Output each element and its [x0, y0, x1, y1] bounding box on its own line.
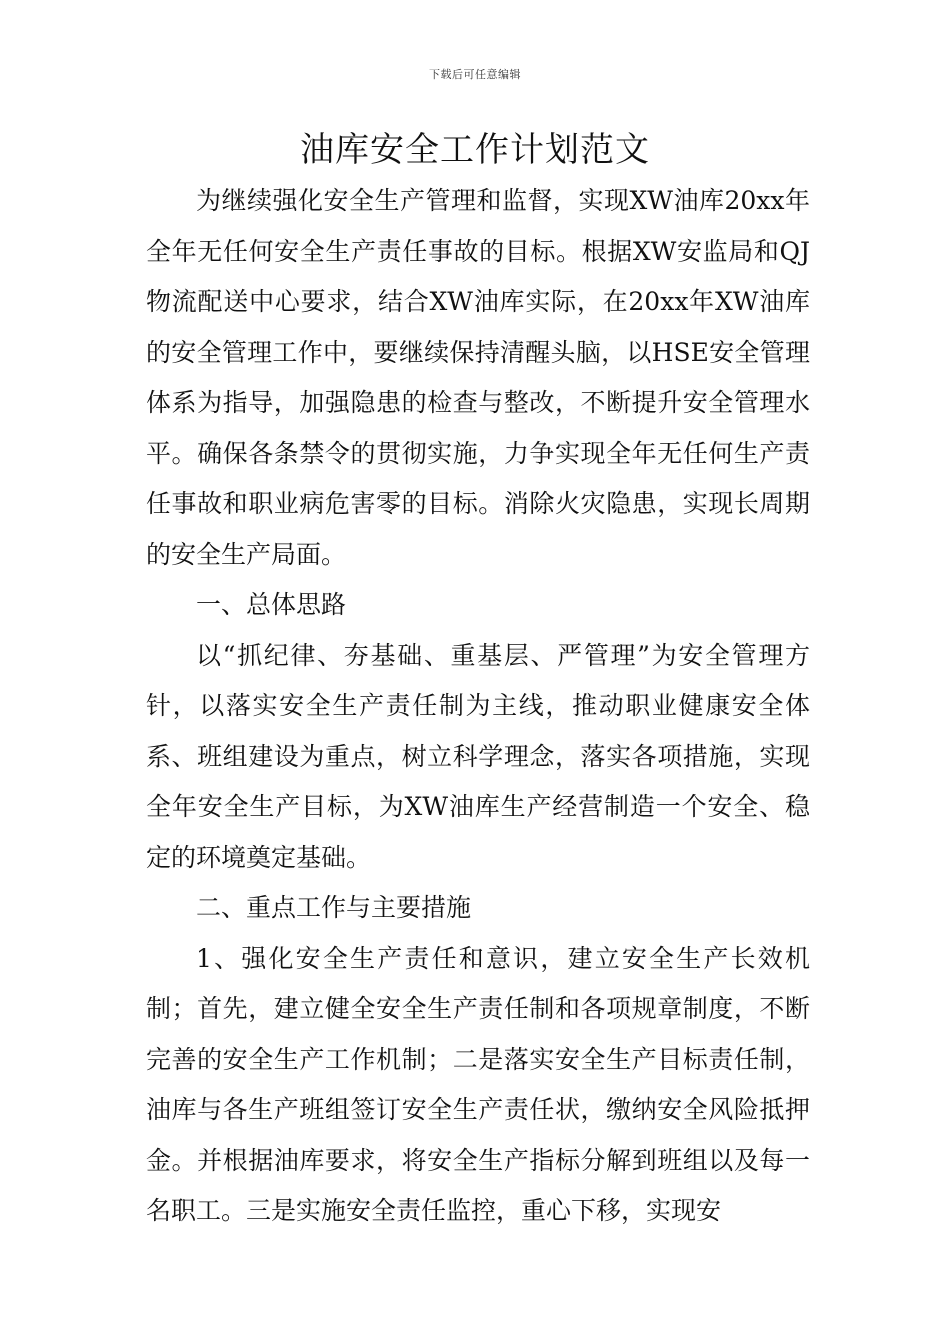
header-note: 下载后可任意编辑: [429, 68, 521, 81]
intro-paragraph: 为继续强化安全生产管理和监督，实现XW油库20xx年全年无任何安全生产责任事故的目标。根据XW安监局和QJ物流配送中心要求，结合XW油库实际，在20xx年XW油库的安全管理工作中，要继续保持清醒头脑，以HSE安全管理体系为指导，加强隐患的检查与整改，不断提升安全管理水平。确保各条禁令的贯彻实施，力争实现全年无任何生产责任事故和职业病危害零的目标。消除火灾隐患，实现长周期的安全生产局面。: [146, 186, 810, 569]
section-heading-key-work: 二、重点工作与主要措施: [196, 893, 472, 922]
document-title: 油库安全工作计划范文: [300, 130, 650, 170]
section-heading-overall-approach: 一、总体思路: [196, 590, 347, 619]
document-body: [146, 176, 810, 1237]
approach-paragraph: 以“抓纪律、夯基础、重基层、严管理”为安全管理方针，以落实安全生产责任制为主线，推动职业健康安全体系、班组建设为重点，树立科学理念，落实各项措施，实现全年安全生产目标，为XW油库生产经营制造一个安全、稳定的环境奠定基础。: [146, 640, 810, 872]
measure-paragraph-1: 1、强化安全生产责任和意识，建立安全生产长效机制；首先，建立健全安全生产责任制和各项规章制度，不断完善的安全生产工作机制；二是落实安全生产目标责任制，油库与各生产班组签订安全生产责任状，缴纳安全风险抵押金。并根据油库要求，将安全生产指标分解到班组以及每一名职工。三是实施安全责任监控，重心下移，实现安: [146, 943, 810, 1225]
